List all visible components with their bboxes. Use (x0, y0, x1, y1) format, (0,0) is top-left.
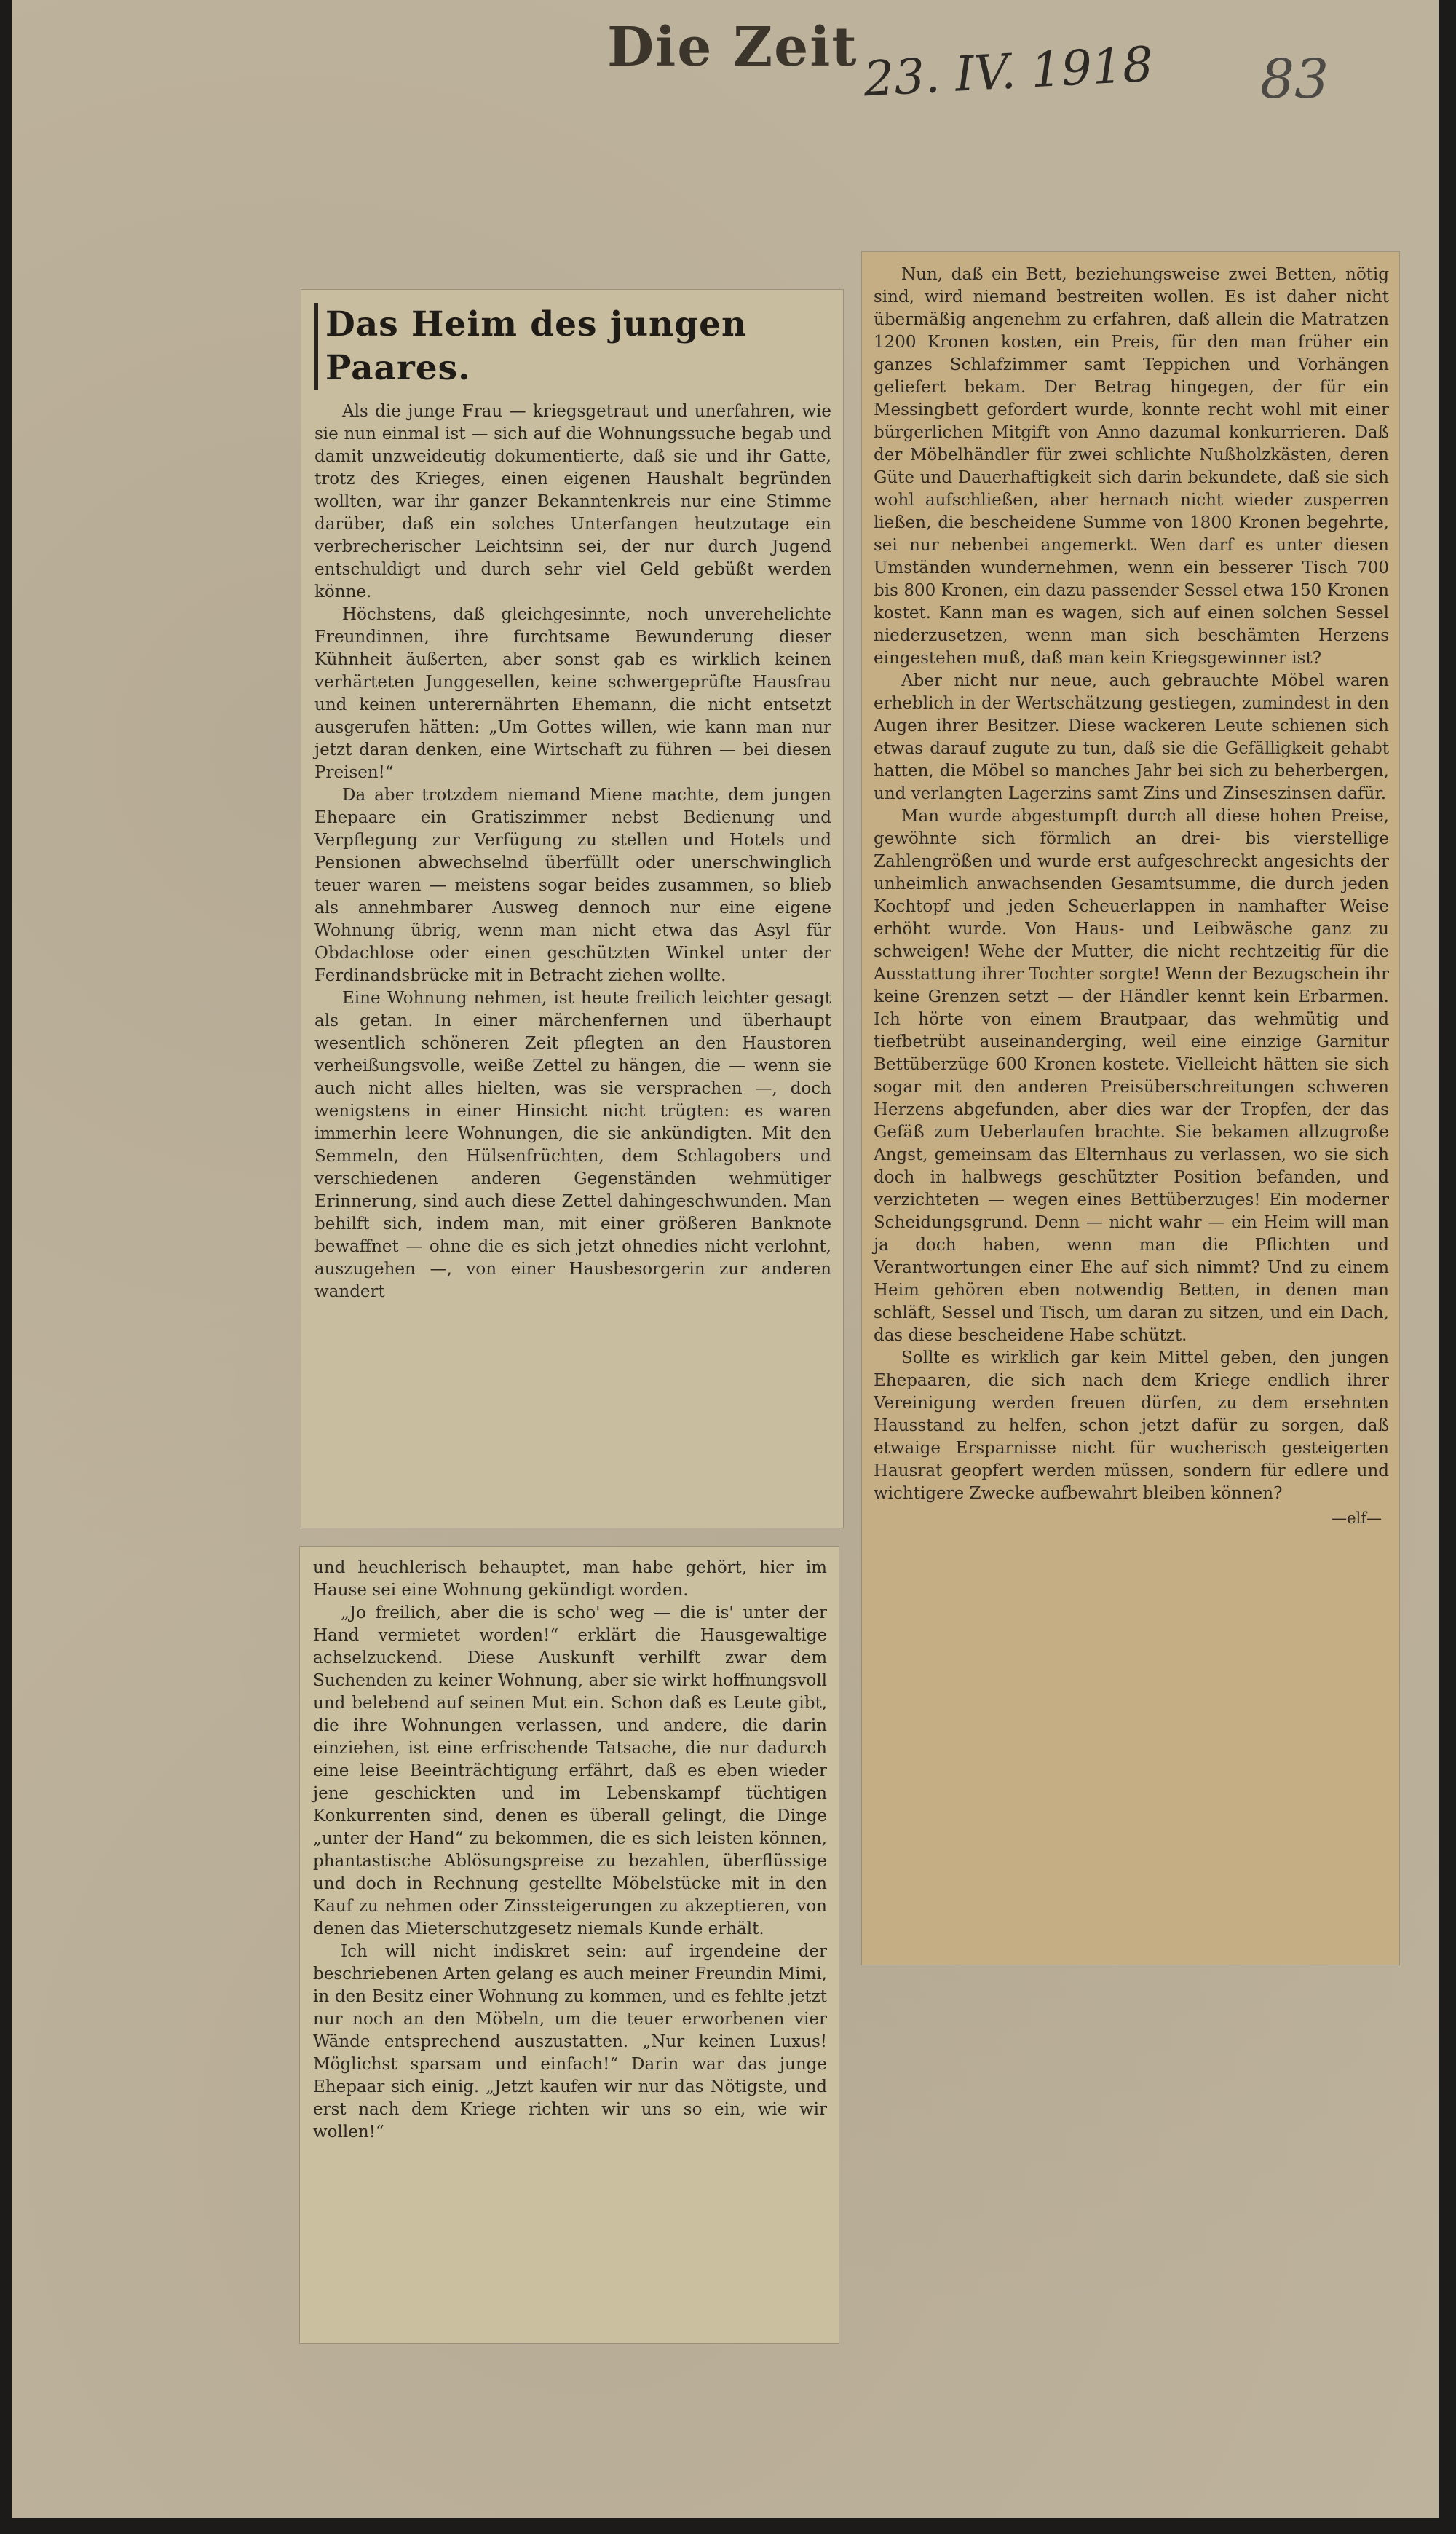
article-paragraph: Aber nicht nur neue, auch gebrauchte Möbel waren erheblich in der Wertschätzung gestiegen, zumindest in den Augen ihrer Besitzer. Diese wackeren Leute schienen sich etwas darauf zugute zu tun, daß sie die Gefälligkeit gehabt hatten, die Möbel so manches Jahr bei sich zu beherbergen, und verlangten Lagerzins samt Zins und Zinseszinsen dafür. (874, 671, 1389, 803)
article-paragraph: „Jo freilich, aber die is scho' weg — die is' unter der Hand vermietet worden!“ erklärt die Hausgewaltige achselzuckend. Diese Auskunft verhilft zwar dem Suchenden zu keiner Wohnung, aber sie wirkt hoffnungsvoll und belebend auf seinen Mut ein. Schon daß es Leute gibt, die ihre Wohnungen verlassen, und andere, die darin einziehen, ist eine erfrischende Tatsache, die nur dadurch eine leise Beeinträchtigung erfährt, daß es eben wieder jene geschickten und im Lebenskampf tüchtigen Konkurrenten sind, denen es überall gelingt, die Dinge „unter der Hand“ zu bekommen, die es sich leisten können, phantastische Ablösungspreise zu bezahlen, überflüssige und doch in Rechnung gestellte Möbelstücke mit in den Kauf zu nehmen oder Zinssteigerungen zu akzeptieren, von denen das Mieterschutzgesetz niemals Kunde erhält. (313, 1603, 827, 1938)
archive-board (12, 0, 1439, 2518)
author-signature: —elf— (1332, 1509, 1382, 1527)
article-paragraph: Als die junge Frau — kriegsgetraut und unerfahren, wie sie nun einmal ist — sich auf die Wohnungssuche begab und damit unzweideutig dokumentierte, daß sie und ihr Gatte, trotz des Krieges, einen eigenen Haushalt begründen wollten, war ihr ganzer Bekanntenkreis nur eine Stimme darüber, daß ein solches Unterfangen heutzutage ein verbrecherischer Leichtsinn sei, der nur durch Jugend entschuldigt und durch sehr viel Geld gebüßt werden könne. (314, 402, 831, 601)
article-paragraph: Sollte es wirklich gar kein Mittel geben, den jungen Ehepaaren, die sich nach dem Kriege endlich ihrer Vereinigung werden freuen dürfen, zu dem ersehnten Hausstand zu helfen, schon jetzt dafür zu sorgen, daß etwaige Ersparnisse nicht für wucherisch gesteigerten Hausrat geopfert werden müssen, sondern für edlere und wichtigere Zwecke aufbewahrt bleiben können? (874, 1349, 1389, 1503)
article-headline: Das Heim des jungen Paares. (314, 303, 831, 390)
handwritten-page-number: 83 (1260, 48, 1329, 111)
article-paragraph: Man wurde abgestumpft durch all diese hohen Preise, gewöhnte sich förmlich an drei- bis vierstellige Zahlengrößen und wurde erst aufgeschreckt angesichts der unheimlich anwachsenden Gesamtsumme, die durch jeden Kochtopf und jeden Scheuerlappen in namhafter Weise erhöht wurde. Von Haus- und Leibwäsche ganz zu schweigen! Wehe der Mutter, die nicht rechtzeitig für die Ausstattung ihrer Tochter sorgte! Wenn der Bezugschein ihr keine Grenzen setzt — der Händler kennt kein Erbarmen. Ich hörte von einem Brautpaar, das wehmütig und tiefbetrübt auseinanderging, weil eine einzige Garnitur Bettüberzüge 600 Kronen kostete. Vielleicht hätten sie sich sogar mit den anderen Preisüberschreitungen schweren Herzens abgefunden, aber dies war der Tropfen, der das Gefäß zum Ueberlaufen brachte. Sie bekamen allzugroße Angst, gemeinsam das Elternhaus zu verlassen, wo sie sich doch in halbwegs geschützter Position befanden, und verzichteten — wegen eines Bettüberzuges! Ein moderner Scheidungsgrund. Denn — nicht wahr — ein Heim will man ja doch haben, wenn man die Pflichten und Verantwortungen einer Ehe auf sich nimmt? Und zu einem Heim gehören eben notwendig Betten, in denen man schläft, Sessel und Tisch, um daran zu sitzen, und ein Dach, das diese bescheidene Habe schützt. (874, 807, 1389, 1345)
article-paragraph: Ich will nicht indiskret sein: auf irgendeine der beschriebenen Arten gelang es auch meiner Freundin Mimi, in den Besitz einer Wohnung zu kommen, und es fehlte jetzt nur noch an den Möbeln, um die teuer erworbenen vier Wände entsprechend auszustatten. „Nur keinen Luxus! Möglichst sparsam und einfach!“ Darin war das junge Ehepaar sich einig. „Jetzt kaufen wir nur das Nötigste, und erst nach dem Kriege richten wir uns so ein, wie wir wollen!“ (313, 1942, 827, 2142)
article-paragraph: Eine Wohnung nehmen, ist heute freilich leichter gesagt als getan. In einer märchenfernen und überhaupt wesentlich schöneren Zeit pflegten an den Haustoren verheißungsvolle, weiße Zettel zu hängen, die — wenn sie auch nicht alles hielten, was sie versprachen —, doch wenigstens in einer Hinsicht nicht trügten: es waren immerhin leere Wohnungen, die sie ankündigten. Mit den Semmeln, den Hülsenfrüchten, dem Schlagobers und verschiedenen anderen Gegenständen wehmütiger Erinnerung, sind auch diese Zettel dahingeschwunden. Man behilft sich, indem man, mit einer größeren Banknote bewaffnet — ohne die es sich jetzt ohnedies nicht verlohnt, auszugehen —, von einer Hausbesorgerin zur anderen wandert (314, 989, 831, 1301)
clipping-column-3 (862, 252, 1399, 1965)
clipping-column-1 (301, 290, 843, 1528)
article-paragraph: Höchstens, daß gleichgesinnte, noch unverehelichte Freundinnen, ihre furchtsame Bewunderung dieser Kühnheit äußerten, aber sonst gab es wirklich keinen verhärteten Junggesellen, keine schwergeprüfte Hausfrau und keinen unterernährten Ehemann, die nicht entsetzt ausgerufen hätten: „Um Gottes willen, wie kann man nur jetzt daran denken, eine Wirtschaft zu führen — bei diesen Preisen!“ (314, 605, 831, 782)
article-paragraph: Da aber trotzdem niemand Miene machte, dem jungen Ehepaare ein Gratiszimmer nebst Bedienung und Verpflegung zur Verfügung zu stellen und Hotels und Pensionen abwechselnd überfüllt oder unerschwinglich teuer waren — meistens sogar beides zusammen, so blieb als annehmbarer Ausweg dennoch nur eine eigene Wohnung übrig, wenn man nicht etwa das Asyl für Obdachlose oder einen geschützten Winkel unter der Ferdinandsbrücke mit in Betracht ziehen wollte. (314, 786, 831, 985)
article-paragraph: und heuchlerisch behauptet, man habe gehört, hier im Hause sei eine Wohnung gekündigt worden. (313, 1558, 827, 1600)
handwritten-date: 23. IV. 1918 (862, 36, 1155, 108)
article-paragraph: Nun, daß ein Bett, beziehungsweise zwei Betten, nötig sind, wird niemand bestreiten wollen. Es ist daher nicht übermäßig angenehm zu erfahren, daß allein die Matratzen 1200 Kronen kosten, ein Preis, für den man früher ein ganzes Schlafzimmer samt Teppichen und Vorhängen geliefert bekam. Der Betrag hingegen, der für ein Messingbett gefordert wurde, konnte recht wohl mit einer bürgerlichen Mitgift von Anno dazumal konkurrieren. Daß der Möbelhändler für zwei schlichte Nußholzkästen, deren Güte und Dauerhaftigkeit sich darin bekundete, daß sie sich wohl aufschließen, aber hernach nicht wieder zusperren ließen, die bescheidene Summe von 1800 Kronen begehrte, sei nur nebenbei angemerkt. Wen darf es unter diesen Umständen wundernehmen, wenn ein besserer Tisch 700 bis 800 Kronen, ein dazu passender Sessel etwa 150 Kronen kostet. Kann man es wagen, sich auf einen solchen Sessel niederzusetzen, wenn man sich beschämten Herzens eingestehen muß, daß man kein Kriegsgewinner ist? (874, 265, 1389, 668)
clipping-column-2 (300, 1547, 839, 2343)
newspaper-masthead: Die Zeit (607, 16, 858, 79)
